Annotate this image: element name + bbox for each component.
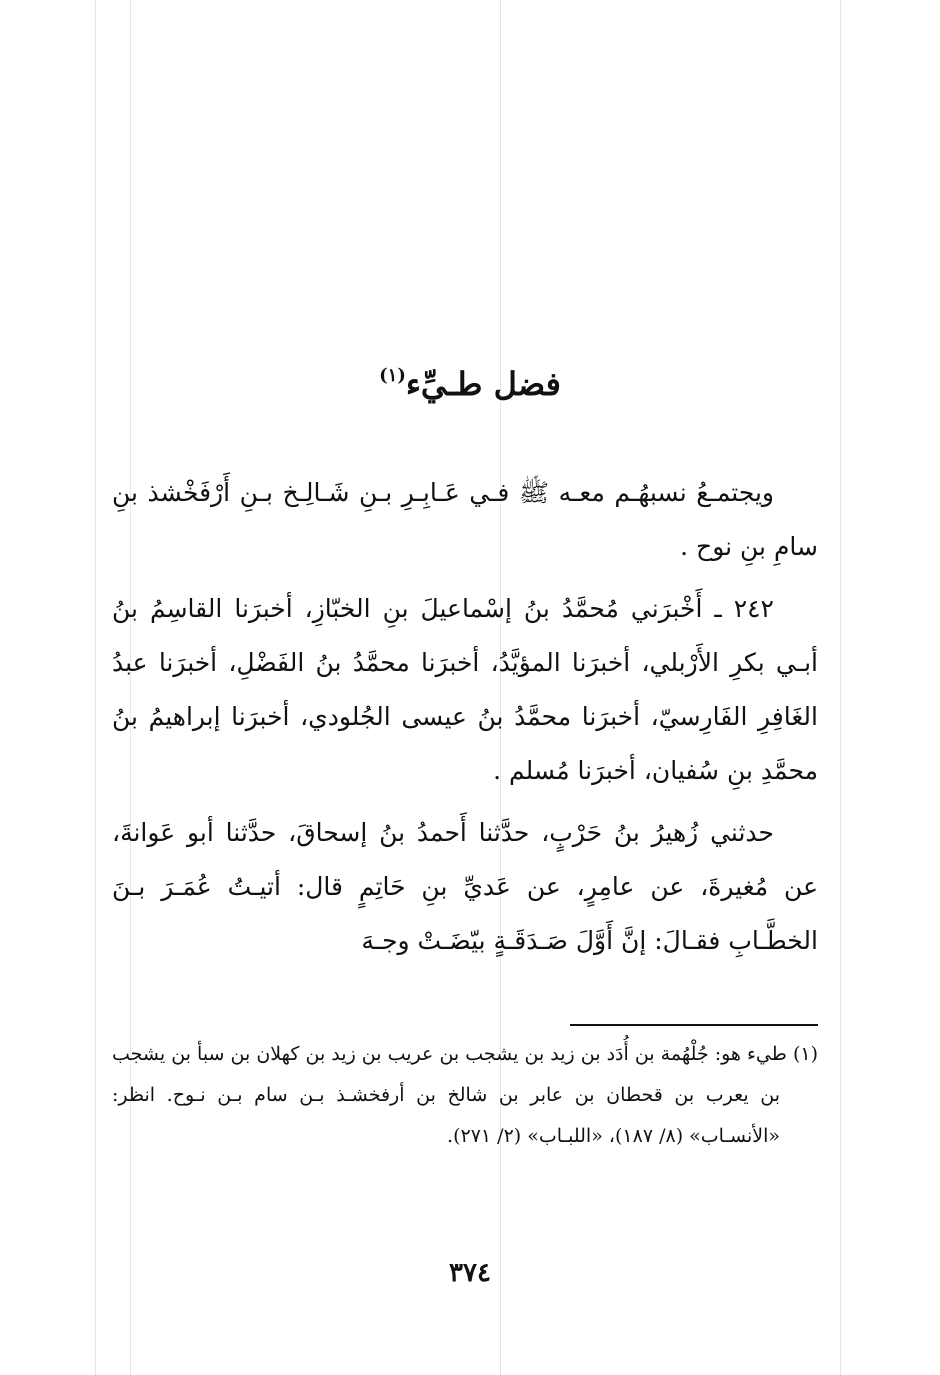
page-number: ٣٧٤ <box>449 1258 491 1288</box>
footnote-separator <box>570 1024 818 1026</box>
section-title-text: فضل طـيِّء <box>405 365 561 404</box>
scan-guide-line <box>95 0 96 1375</box>
paragraph-lineage: ويجتمـعُ نسبهُـم معـه ﷺ فـي عَـابِـرِ بـنِ شَـالِـخ بـنِ أَرْفَخْشذ بنِ سامِ بنِ نوح . <box>112 478 818 561</box>
paragraph-hadith-text: حدثني زُهيرُ بنُ حَرْبٍ، حدَّثنا أَحمدُ بنُ إسحاقَ، حدَّثنا أبو عَوانةَ، عن مُغيرةَ، عن عامِرٍ، عن عَديِّ بنِ حَاتِمٍ قال: أتيـتُ عُمَـرَ بـنَ الخطَّـابِ فقـالَ: إنَّ أَوَّلَ صَـدَقَـةٍ بيّضَـتْ وجـهَ <box>112 818 818 955</box>
paragraph-hadith-chain: ٢٤٢ ـ أَخْبرَني مُحمَّدُ بنُ إسْماعيلَ بنِ الخبّازِ، أخبرَنا القاسِمُ بنُ أبـي بكرِ الأَرْبلي، أخبرَنا المؤيَّدُ، أخبرَنا محمَّدُ بنُ الفَضْلِ، أخبرَنا عبدُ الغَافِرِ الفَارِسيّ، أخبرَنا محمَّدُ بنُ عيسى الجُلودي، أخبرَنا إبراهيمُ بنُ محمَّدِ بنِ سُفيان، أخبرَنا مُسلم . <box>112 594 818 785</box>
footnote-text: (١) طيء هو: جُلْهُمة بن أُدَد بن زيد بن يشجب بن عريب بن زيد بن كهلان بن سبأ بن يشجب بن يعرب بن قحطان بن عابر بن شالخ بن أرفخشـذ بـن سام بـن نـوح. انظر: «الأنسـاب» (٨/ ١٨٧)، «اللبـاب» (٢/ ٢٧١). <box>112 1043 818 1147</box>
footnote <box>112 1034 818 1157</box>
main-text <box>112 466 818 976</box>
footnote-marker: (١) <box>379 365 406 387</box>
scan-guide-line <box>840 0 841 1375</box>
section-title <box>0 351 940 409</box>
